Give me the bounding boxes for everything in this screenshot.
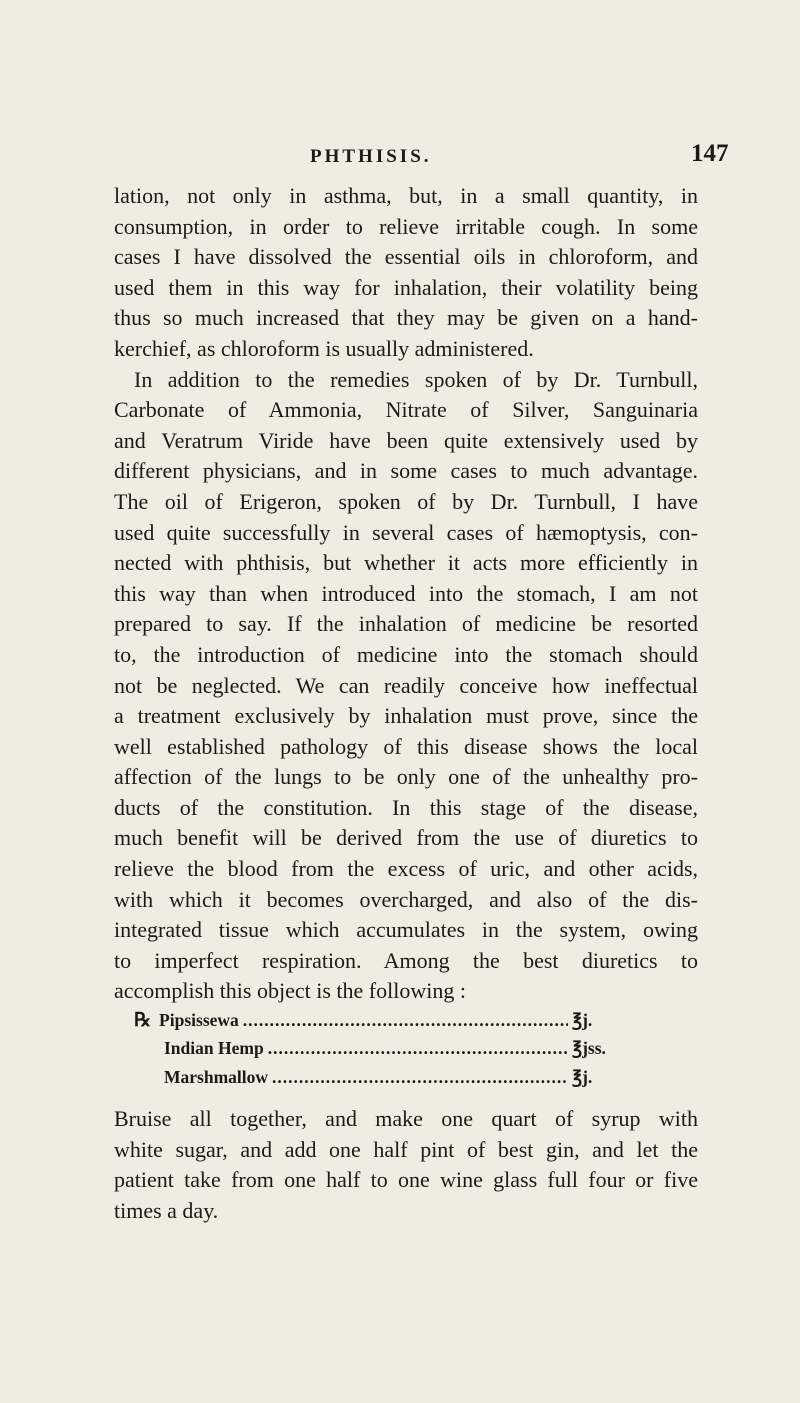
ingredient-name: Indian Hemp bbox=[164, 1038, 264, 1059]
text-line: patient take from one half to one wine glass full four or five bbox=[114, 1167, 698, 1193]
text-line: times a day. bbox=[114, 1197, 219, 1223]
running-head: PHTHISIS. bbox=[310, 146, 432, 167]
text-line: lation, not only in asthma, but, in a small quantity, in bbox=[114, 183, 698, 208]
text-line: a treatment exclusively by inhalation must prove, since the bbox=[114, 703, 698, 729]
paragraph-1 bbox=[114, 181, 698, 365]
text-line: well established pathology of this disease shows the local bbox=[114, 733, 698, 759]
body-text bbox=[114, 181, 698, 1226]
prescription-row bbox=[134, 1038, 618, 1067]
text-line: much benefit will be derived from the use of diuretics to bbox=[114, 825, 698, 851]
ingredient-name: Marshmallow bbox=[164, 1067, 269, 1088]
text-line: used quite successfully in several cases of hæmoptysis, con- bbox=[114, 519, 698, 545]
ingredient-dose: ℥j. bbox=[572, 1010, 593, 1031]
text-line: different physicians, and in some cases to much advantage. bbox=[114, 458, 698, 484]
text-line: relieve the blood from the excess of uric, and other acids, bbox=[114, 856, 698, 882]
text-line: white sugar, and add one half pint of best gin, and let the bbox=[114, 1136, 698, 1162]
text-line: ducts of the constitution. In this stage of the disease, bbox=[114, 794, 698, 820]
text-line: prepared to say. If the inhalation of medicine be resorted bbox=[114, 611, 698, 637]
text-line: Carbonate of Ammonia, Nitrate of Silver, Sanguinaria bbox=[114, 397, 698, 423]
text-line: cases I have dissolved the essential oils in chloroform, and bbox=[114, 244, 698, 270]
text-line: thus so much increased that they may be given on a hand- bbox=[114, 305, 698, 331]
text-line: affection of the lungs to be only one of the unhealthy pro- bbox=[114, 764, 698, 790]
prescription-row bbox=[134, 1009, 618, 1038]
ingredient-name: Pipsissewa bbox=[159, 1010, 239, 1031]
ingredient-dose: ℥j. bbox=[572, 1067, 593, 1088]
text-line: accomplish this object is the following : bbox=[114, 978, 466, 1004]
text-line: to imperfect respiration. Among the best diuretics to bbox=[114, 947, 698, 973]
ingredient-dose: ℥jss. bbox=[572, 1038, 606, 1059]
prescription-row bbox=[134, 1067, 618, 1096]
text-line: used them in this way for inhalation, their volatility being bbox=[114, 274, 698, 300]
text-line: not be neglected. We can readily conceive how ineffectual bbox=[114, 672, 698, 698]
text-line: nected with phthisis, but whether it acts more efficiently in bbox=[114, 550, 698, 576]
text-line: with which it becomes overcharged, and also of the dis- bbox=[114, 886, 698, 912]
dot-leader bbox=[268, 1038, 568, 1059]
text-line: to, the introduction of medicine into the stomach should bbox=[114, 641, 698, 667]
text-line: kerchief, as chloroform is usually administered. bbox=[114, 335, 534, 361]
text-line: and Veratrum Viride have been quite extensively used by bbox=[114, 427, 698, 453]
dot-leader bbox=[243, 1010, 568, 1031]
page-number: 147 bbox=[691, 140, 729, 167]
paragraph-3 bbox=[114, 1104, 698, 1226]
paragraph-2 bbox=[114, 365, 698, 1007]
dot-leader bbox=[272, 1067, 568, 1088]
prescription bbox=[134, 1009, 618, 1096]
text-line: In addition to the remedies spoken of by Dr. Turnbull, bbox=[134, 366, 698, 392]
text-line: consumption, in order to relieve irritable cough. In some bbox=[114, 213, 698, 239]
rx-symbol: ℞ bbox=[134, 1010, 152, 1032]
text-line: this way than when introduced into the stomach, I am not bbox=[114, 580, 698, 606]
text-line: The oil of Erigeron, spoken of by Dr. Turnbull, I have bbox=[114, 488, 698, 514]
text-line: integrated tissue which accumulates in the system, owing bbox=[114, 917, 698, 943]
text-line: Bruise all together, and make one quart of syrup with bbox=[114, 1106, 698, 1132]
